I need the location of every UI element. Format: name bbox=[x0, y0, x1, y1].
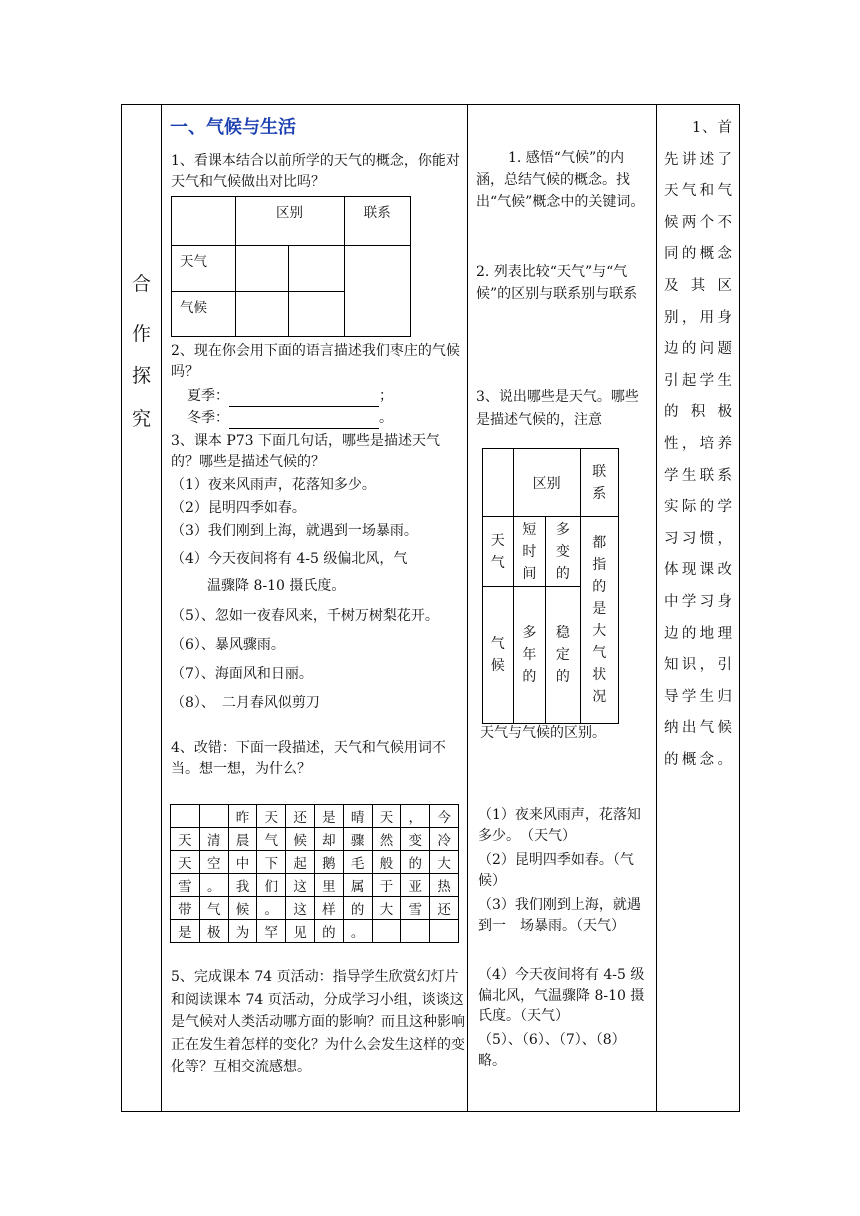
winter-line bbox=[187, 408, 393, 429]
vertical-char: 的 bbox=[592, 579, 607, 595]
header-link: 联系 bbox=[344, 197, 410, 246]
summer-line bbox=[187, 386, 393, 407]
question-4: 4、改错：下面一段描述，天气和气候用词不当。想一想，为什么？ bbox=[171, 740, 446, 777]
q3-item: （1）夜来风雨声，花落知多少。 bbox=[171, 477, 376, 493]
summer-blank[interactable] bbox=[229, 392, 379, 407]
grid-cell: 。 bbox=[199, 874, 228, 897]
grid-cell: 却 bbox=[314, 828, 343, 851]
vertical-char: 气 bbox=[490, 636, 505, 652]
stage-char: 探 bbox=[131, 365, 151, 387]
q3-item: （2）昆明四季如春。 bbox=[171, 500, 306, 516]
grid-cell: 。 bbox=[257, 897, 286, 920]
grid-cell: 的 bbox=[314, 920, 343, 943]
grid-cell: 气 bbox=[257, 828, 286, 851]
q3-item: （5）、忽如一夜春风来，千树万树梨花开。 bbox=[171, 608, 439, 624]
vertical-char: 变 bbox=[555, 543, 570, 560]
grid-cell: 气 bbox=[199, 897, 228, 920]
lesson-table bbox=[121, 104, 740, 1112]
header-diff: 区别 bbox=[235, 197, 344, 246]
weather-diff-1 bbox=[514, 519, 546, 585]
vertical-char: 气 bbox=[490, 554, 505, 571]
grid-cell: 极 bbox=[199, 920, 228, 943]
grid-cell: 于 bbox=[372, 874, 401, 897]
grid-row bbox=[171, 828, 459, 851]
vertical-char: 状 bbox=[592, 667, 607, 683]
intent-text: 1、首先讲述了天气和气候两个不同的概念及其区别，用身边的问题引起学生的积极性，培养学生联系实际的学习习惯，体现课改中学习身边的地理知识，引导学生归纳出气候的概念。 bbox=[664, 120, 732, 768]
q3-item: （8）、 二月春风似剪刀 bbox=[171, 695, 320, 711]
stage-char: 究 bbox=[131, 408, 151, 430]
grid-cell: 起 bbox=[286, 851, 315, 874]
grid-cell: 亚 bbox=[401, 874, 430, 897]
grid-cell: 大 bbox=[430, 851, 459, 874]
correction-grid bbox=[170, 804, 459, 943]
grid-cell: 大 bbox=[372, 897, 401, 920]
stage-column bbox=[122, 105, 161, 1111]
stage-char: 作 bbox=[131, 323, 151, 345]
vertical-char: 年 bbox=[522, 647, 537, 663]
weather-diff-2 bbox=[546, 519, 579, 585]
grid-cell: 见 bbox=[286, 920, 315, 943]
grid-cell: 这 bbox=[286, 897, 315, 920]
q3-item: （6）、暴风骤雨。 bbox=[171, 637, 285, 653]
grid-cell: 般 bbox=[372, 851, 401, 874]
vertical-char: 的 bbox=[555, 565, 570, 582]
grid-row bbox=[171, 851, 459, 874]
activity-column bbox=[468, 105, 656, 1111]
intent-column bbox=[657, 105, 741, 1111]
grid-cell bbox=[430, 920, 459, 943]
q3-item: （3）我们刚到上海，就遇到一场暴雨。 bbox=[171, 523, 418, 539]
grid-cell: 这 bbox=[286, 874, 315, 897]
vertical-char: 间 bbox=[522, 565, 537, 582]
grid-cell: 鹅 bbox=[314, 851, 343, 874]
grid-cell: 清 bbox=[199, 828, 228, 851]
grid-cell: 候 bbox=[286, 828, 315, 851]
compare-table-filled bbox=[482, 448, 619, 724]
grid-cell: 今 bbox=[430, 805, 459, 828]
grid-cell bbox=[199, 805, 228, 828]
question-5: 5、完成课本 74 页活动：指导学生欣赏幻灯片和阅读课本 74 页活动，分成学习小组，谈谈这是气候对人类活动哪方面的影响？而且这种影响正在发生着怎样的变化？为什么会发生这样的变化等？互相交流感想。 bbox=[171, 969, 465, 1075]
grid-cell: 雪 bbox=[171, 874, 200, 897]
climate-diff-1 bbox=[514, 622, 546, 688]
row-label-climate: 气候 bbox=[172, 291, 236, 336]
vertical-char: 时 bbox=[522, 543, 537, 560]
header-link bbox=[581, 461, 618, 505]
vertical-char: 稳 bbox=[555, 625, 570, 641]
grid-cell bbox=[372, 920, 401, 943]
summer-end: ； bbox=[379, 388, 393, 404]
question-3: 3、课本 P73 下面几句话，哪些是描述天气的？哪些是描述气候的？ bbox=[171, 433, 441, 470]
q3-item: （7）、海面风和日丽。 bbox=[171, 666, 313, 682]
winter-end: 。 bbox=[379, 410, 393, 426]
vertical-char: 大 bbox=[592, 623, 607, 639]
grid-cell: 是 bbox=[171, 920, 200, 943]
row-climate bbox=[483, 633, 513, 677]
grid-cell: 雪 bbox=[401, 897, 430, 920]
winter-label: 冬季： bbox=[187, 410, 229, 426]
grid-cell: 中 bbox=[228, 851, 257, 874]
vertical-char: 天 bbox=[490, 532, 505, 549]
grid-row bbox=[171, 874, 459, 897]
vertical-char: 是 bbox=[592, 601, 607, 617]
grid-cell: 天 bbox=[171, 828, 200, 851]
grid-cell: 天 bbox=[171, 851, 200, 874]
vertical-char: 况 bbox=[592, 689, 607, 705]
vertical-char: 的 bbox=[555, 669, 570, 685]
answer-2: （2）昆明四季如春。（气候） bbox=[478, 852, 634, 889]
question-1: 1、看课本结合以前所学的天气的概念，你能对天气和气候做出对比吗？ bbox=[171, 153, 460, 190]
grid-cell: 候 bbox=[228, 897, 257, 920]
vertical-char: 短 bbox=[522, 521, 537, 538]
vertical-char: 候 bbox=[490, 658, 505, 674]
row-label-weather: 天气 bbox=[172, 246, 236, 291]
grid-cell: 为 bbox=[228, 920, 257, 943]
row-weather bbox=[483, 530, 513, 574]
answer-1: （1）夜来风雨声，花落知多少。 （天气） bbox=[478, 807, 641, 844]
section-title: 一、气候与生活 bbox=[170, 117, 296, 138]
grid-cell: 罕 bbox=[257, 920, 286, 943]
grid-cell: 变 bbox=[401, 828, 430, 851]
answer-3: （3）我们刚到上海，就遇到一 场暴雨。（天气） bbox=[478, 897, 641, 934]
grid-cell bbox=[401, 920, 430, 943]
grid-cell bbox=[171, 805, 200, 828]
vertical-char: 联 bbox=[592, 463, 607, 480]
grid-cell: 带 bbox=[171, 897, 200, 920]
grid-cell: 热 bbox=[430, 874, 459, 897]
content-column bbox=[162, 105, 467, 1111]
question-2: 2、现在你会用下面的语言描述我们枣庄的气候吗？ bbox=[171, 343, 460, 380]
vertical-char: 都 bbox=[592, 535, 607, 551]
answer-4: （4）今天夜间将有 4-5 级偏北风，气温骤降 8-10 摄氏度。（天气） bbox=[478, 967, 645, 1024]
grid-row bbox=[171, 897, 459, 920]
answer-5: （5）、（6）、（7）、（8）略。 bbox=[478, 1032, 626, 1069]
grid-cell: 然 bbox=[372, 828, 401, 851]
grid-cell: 昨 bbox=[228, 805, 257, 828]
climate-diff-2 bbox=[546, 622, 579, 688]
vertical-char: 指 bbox=[592, 557, 607, 573]
q3-item: （4）今天夜间将有 4-5 级偏北风，气 bbox=[171, 551, 408, 567]
grid-cell: 我 bbox=[228, 874, 257, 897]
grid-row bbox=[171, 920, 459, 943]
summer-label: 夏季： bbox=[187, 388, 229, 404]
grid-cell: 的 bbox=[343, 897, 372, 920]
vertical-char: 多 bbox=[522, 625, 537, 641]
header-diff: 区别 bbox=[513, 449, 580, 517]
table-caption: 天气与气候的区别。 bbox=[480, 725, 606, 741]
activity-2: 2. 列表比较“天气”与“气候”的区别与联系别与联系 bbox=[476, 264, 638, 302]
grid-cell: 还 bbox=[286, 805, 315, 828]
grid-cell: 天 bbox=[257, 805, 286, 828]
grid-cell: ， bbox=[401, 805, 430, 828]
grid-cell: 是 bbox=[314, 805, 343, 828]
grid-cell: 里 bbox=[314, 874, 343, 897]
grid-cell: 的 bbox=[401, 851, 430, 874]
winter-blank[interactable] bbox=[229, 414, 379, 429]
vertical-char: 定 bbox=[555, 647, 570, 663]
link-text bbox=[581, 532, 618, 708]
compare-table-blank bbox=[171, 196, 411, 337]
q3-item: 温骤降 8-10 摄氏度。 bbox=[207, 578, 346, 594]
grid-cell: 。 bbox=[343, 920, 372, 943]
vertical-char: 多 bbox=[555, 521, 570, 538]
activity-3: 3、说出哪些是天气。哪些是描述气候的，注意 bbox=[476, 389, 639, 428]
grid-cell: 晴 bbox=[343, 805, 372, 828]
stage-char: 合 bbox=[131, 273, 151, 295]
grid-cell: 晨 bbox=[228, 828, 257, 851]
grid-row bbox=[171, 805, 459, 828]
grid-cell: 骤 bbox=[343, 828, 372, 851]
activity-1: 1. 感悟“气候”的内涵，总结气候的概念。找出“气候”概念中的关键词。 bbox=[476, 150, 645, 210]
grid-cell: 空 bbox=[199, 851, 228, 874]
grid-cell: 下 bbox=[257, 851, 286, 874]
grid-cell: 们 bbox=[257, 874, 286, 897]
grid-cell: 还 bbox=[430, 897, 459, 920]
grid-cell: 冷 bbox=[430, 828, 459, 851]
vertical-char: 气 bbox=[592, 645, 607, 661]
grid-cell: 天 bbox=[372, 805, 401, 828]
grid-cell: 样 bbox=[314, 897, 343, 920]
vertical-char: 的 bbox=[522, 669, 537, 685]
grid-cell: 属 bbox=[343, 874, 372, 897]
grid-cell: 毛 bbox=[343, 851, 372, 874]
vertical-char: 系 bbox=[592, 485, 607, 502]
